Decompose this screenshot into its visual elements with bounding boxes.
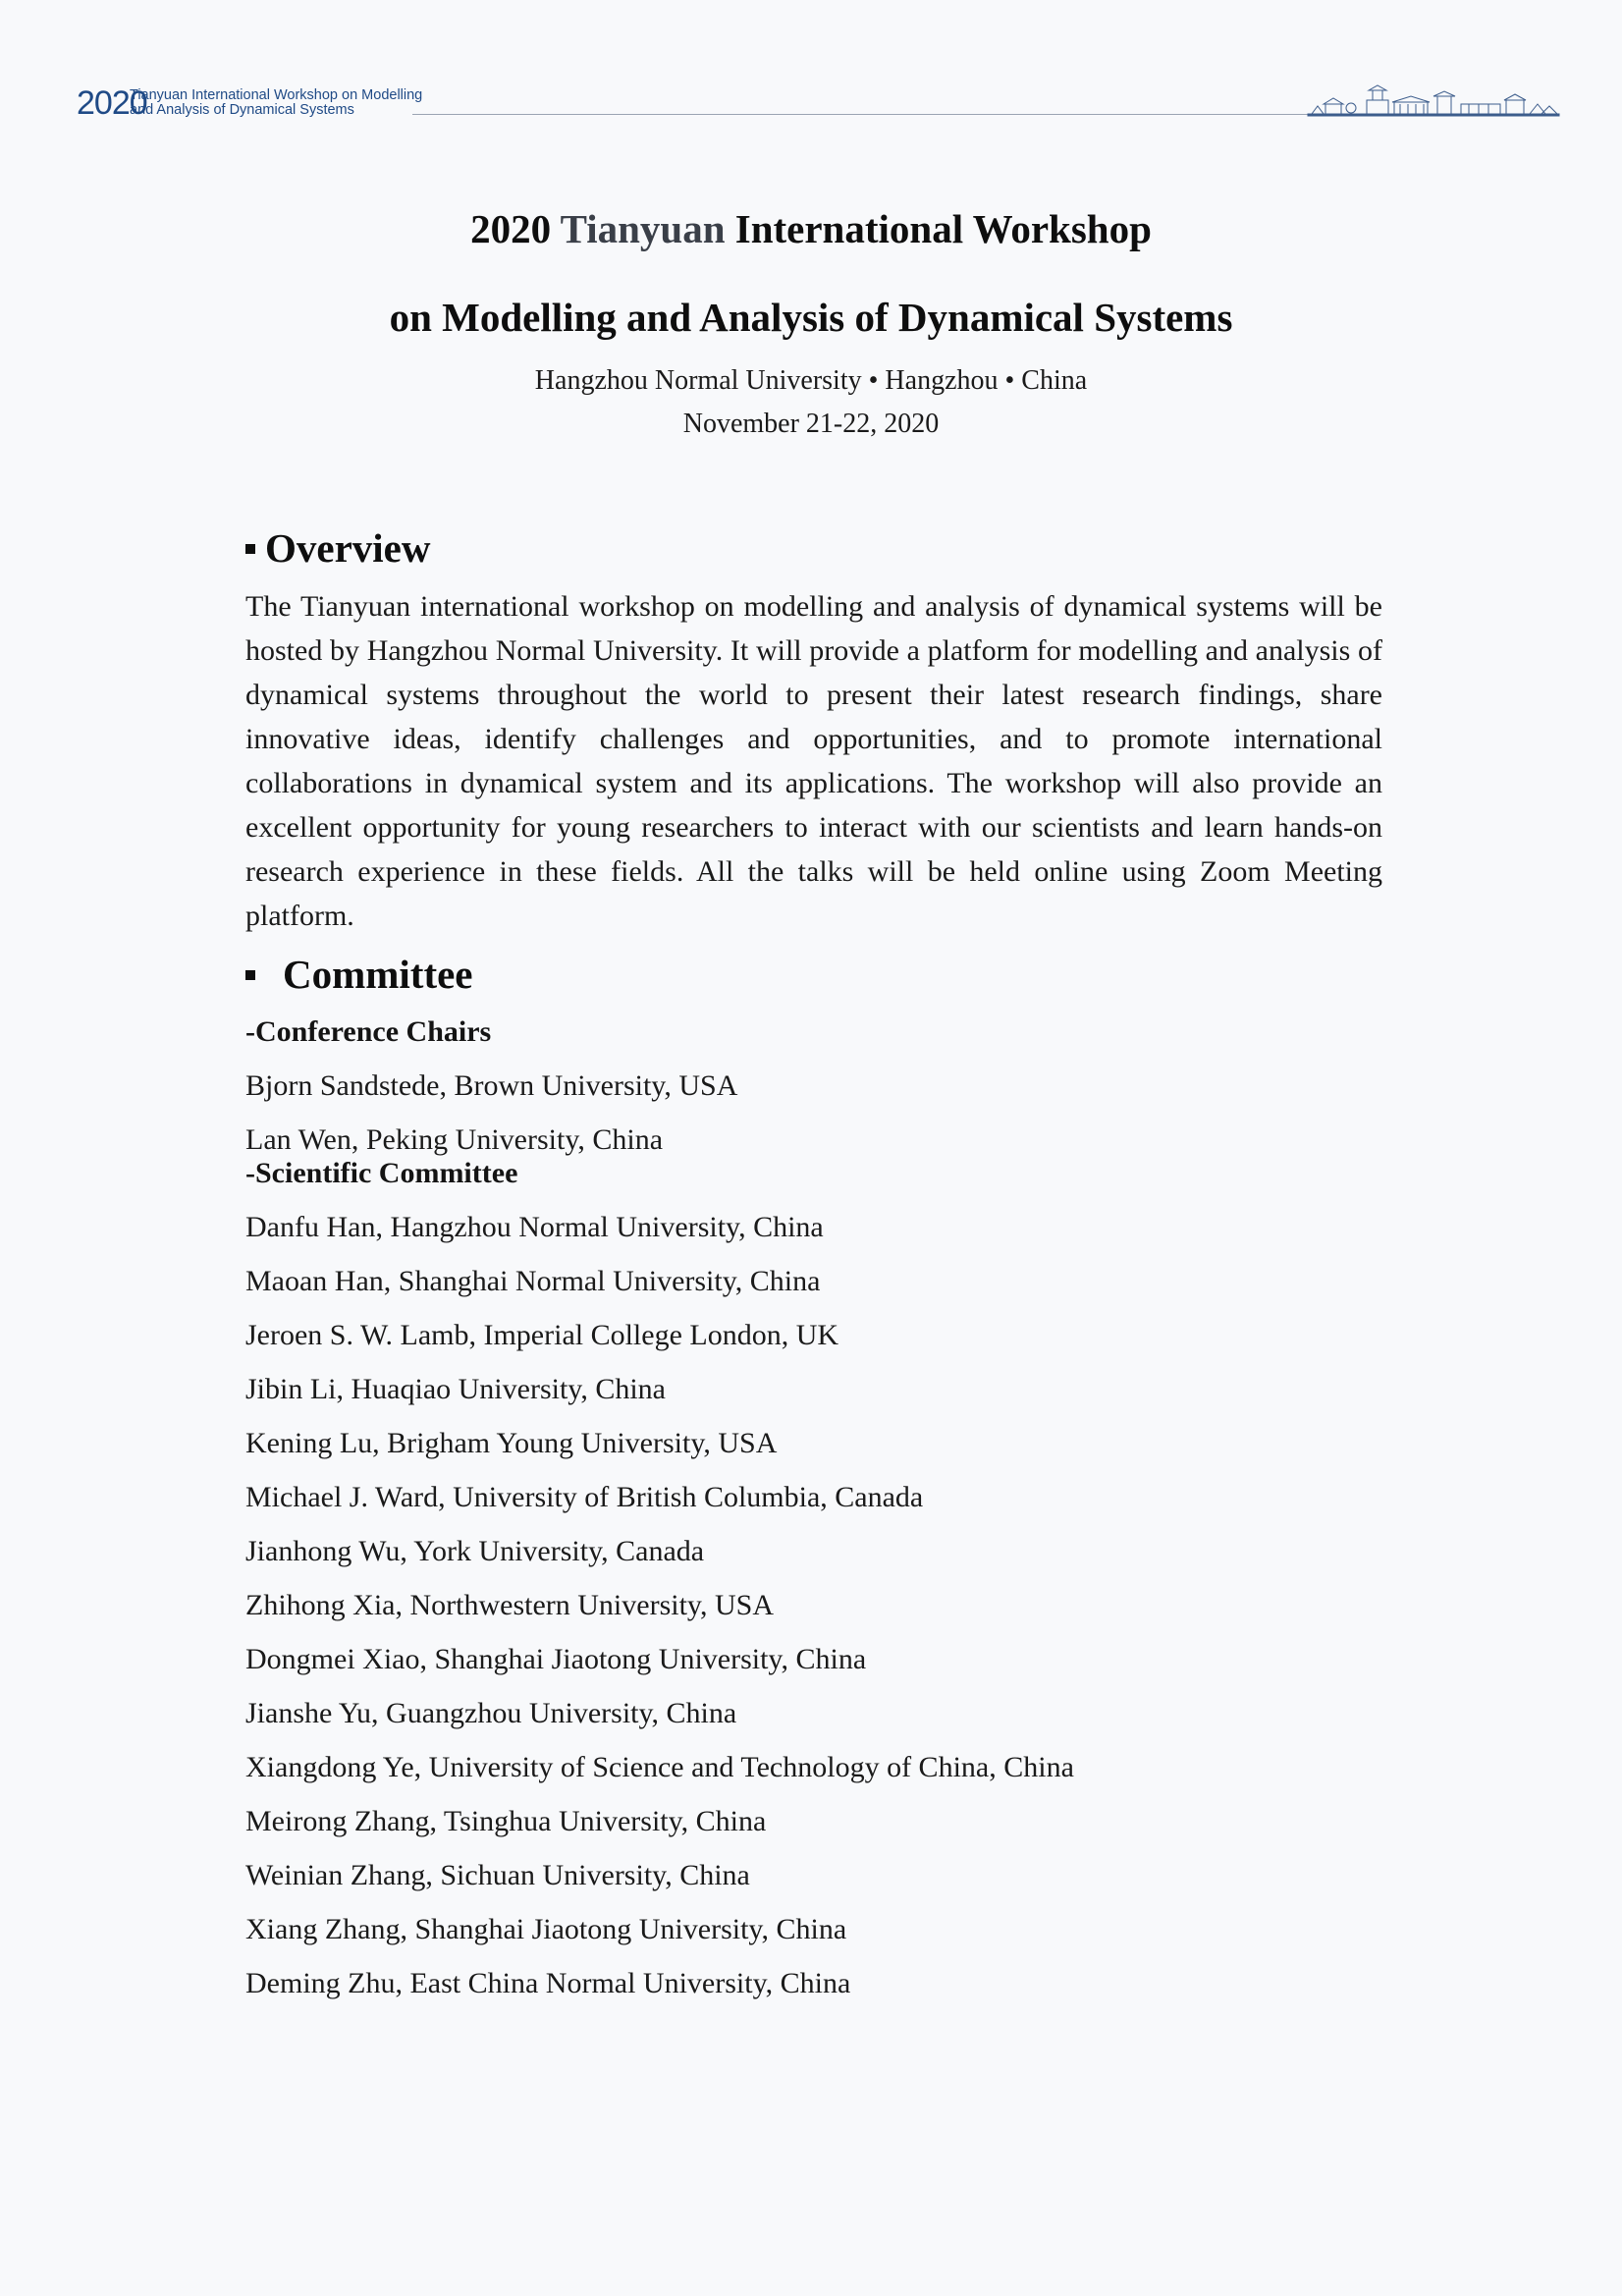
list-item: Jibin Li, Huaqiao University, China [245, 1373, 666, 1405]
overview-heading [245, 525, 1382, 571]
list-item: Jeroen S. W. Lamb, Imperial College London, UK [245, 1319, 839, 1351]
workshop-title-line1 [0, 206, 1622, 251]
list-item: Lan Wen, Peking University, China [245, 1123, 664, 1156]
list-item: Dongmei Xiao, Shanghai Jiaotong University, China [245, 1643, 867, 1675]
list-item: Deming Zhu, East China Normal University, China [245, 1967, 851, 1999]
header-rule [412, 114, 1394, 115]
header-title [130, 88, 422, 118]
event-date: November 21-22, 2020 [682, 409, 940, 439]
conference-chairs-label: -Conference Chairs [245, 1015, 492, 1048]
list-item: Michael J. Ward, University of British Columbia, Canada [245, 1481, 924, 1513]
header-year: 2020 [77, 84, 147, 122]
page-header [77, 84, 1549, 124]
main-content [245, 525, 1382, 2000]
list-item: Zhihong Xia, Northwestern University, USA [245, 1589, 774, 1621]
list-item: Xiangdong Ye, University of Science and Technology of China, China [245, 1751, 1074, 1783]
workshop-title-line2: on Modelling and Analysis of Dynamical Systems [389, 295, 1233, 340]
list-item: Danfu Han, Hangzhou Normal University, China [245, 1211, 824, 1243]
overview-paragraph: The Tianyuan international workshop on modelling and analysis of dynamical systems will be hosted by Hangzhou Normal University. It will provide a platform for modelling and analysis of dynamical systems throughout the world to present their latest research findings, share innovative ideas, identify challenges and opportunities, and to promote international collaborations in dynamical system and its applications. The workshop will also provide an excellent opportunity for young researchers to interact with our scientists and learn hands-on research experience in these fields. All the talks will be held online using Zoom Meeting platform. [245, 590, 1382, 932]
scientific-committee-label: -Scientific Committee [245, 1157, 518, 1189]
list-item: Bjorn Sandstede, Brown University, USA [245, 1069, 738, 1102]
square-bullet-icon [245, 970, 255, 980]
scientific-committee-list [245, 1211, 1382, 2000]
venue-location: Hangzhou Normal University • Hangzhou • China [534, 365, 1088, 396]
list-item: Xiang Zhang, Shanghai Jiaotong University, China [245, 1913, 847, 1945]
list-item: Maoan Han, Shanghai Normal University, China [245, 1265, 821, 1297]
title-accent: Tianyuan [560, 206, 726, 251]
title-suffix: International Workshop [725, 206, 1152, 251]
title-block [0, 206, 1622, 440]
square-bullet-icon [245, 544, 255, 554]
list-item: Kening Lu, Brigham Young University, USA [245, 1427, 778, 1459]
campus-skyline-icon [1306, 84, 1561, 118]
list-item: Jianhong Wu, York University, Canada [245, 1535, 705, 1567]
list-item: Weinian Zhang, Sichuan University, China [245, 1859, 750, 1891]
title-prefix: 2020 [470, 206, 561, 251]
committee-heading-text: Committee [283, 952, 473, 997]
overview-heading-text: Overview [265, 525, 431, 571]
conference-chairs-list [245, 1069, 1382, 1157]
header-title-line1: Tianyuan International Workshop on Modelling [130, 87, 423, 103]
list-item: Jianshe Yu, Guangzhou University, China [245, 1697, 737, 1729]
list-item: Meirong Zhang, Tsinghua University, China [245, 1805, 767, 1837]
committee-heading [245, 952, 1382, 997]
header-title-line2: and Analysis of Dynamical Systems [130, 102, 354, 118]
